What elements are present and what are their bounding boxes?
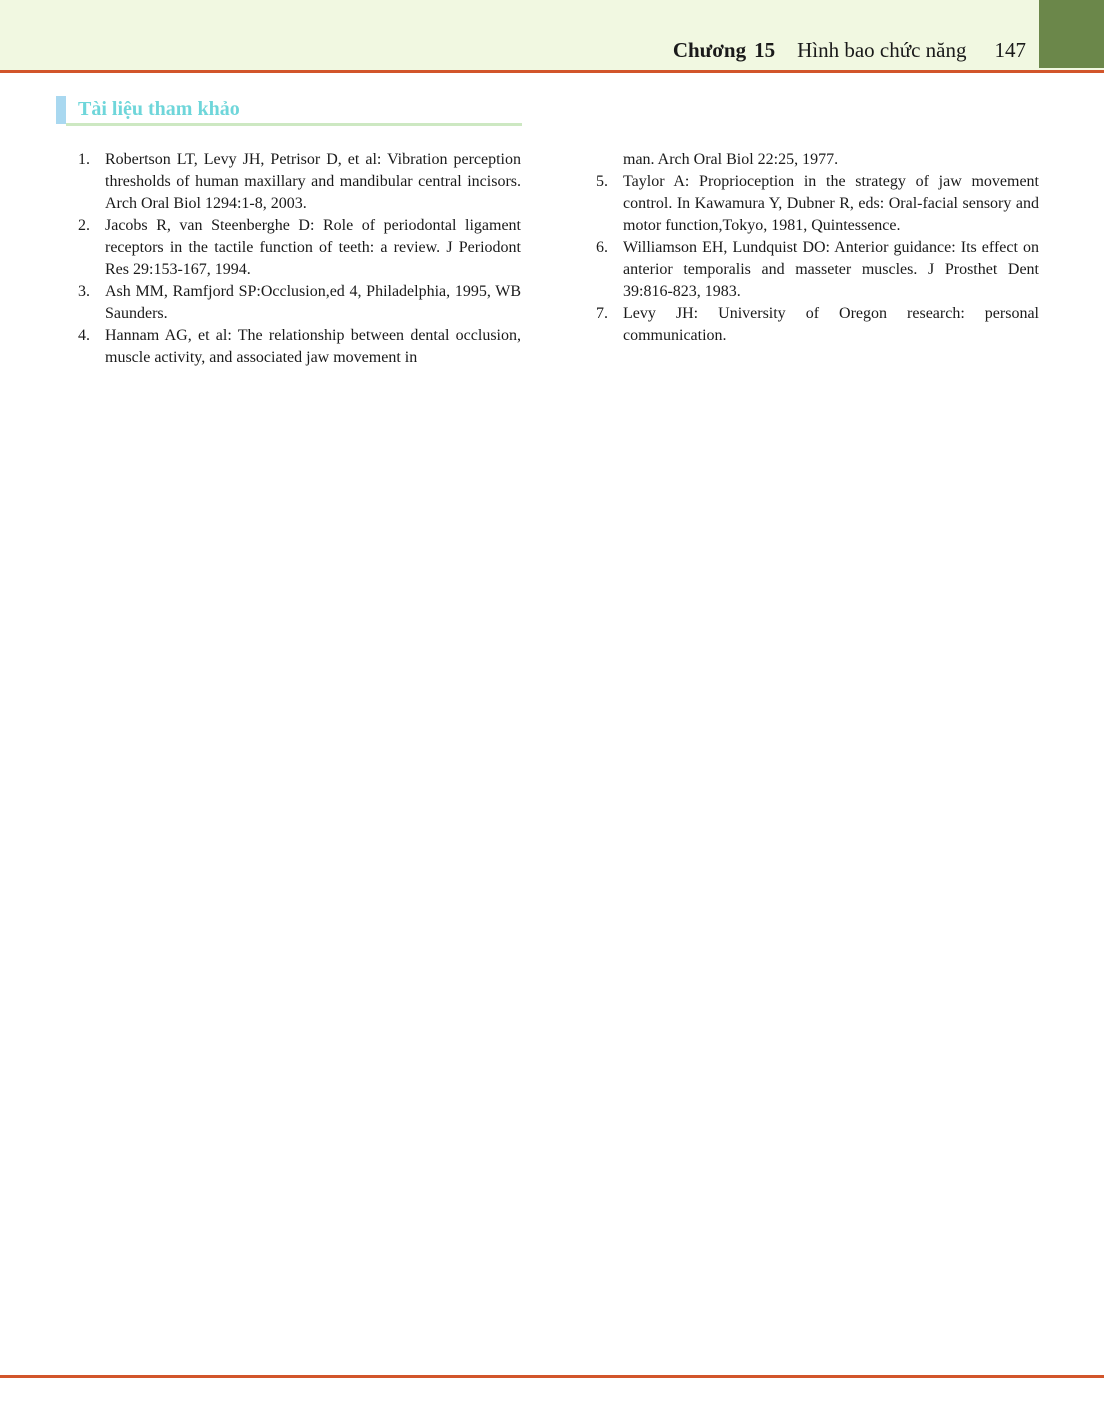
chapter-label: Chương — [672, 38, 747, 62]
reference-item — [596, 237, 1039, 303]
reference-number: 2. — [78, 217, 90, 234]
reference-item — [78, 149, 521, 215]
chapter-title: Hình bao chức năng — [797, 38, 967, 62]
references-right-column — [596, 149, 1039, 347]
reference-number: 3. — [78, 283, 90, 300]
reference-text: Robertson LT, Levy JH, Petrisor D, et al: Vibration perception thresholds of human maxillary and mandibular central incisors. Arch Oral Biol 1294:1-8, 2003. — [105, 151, 521, 212]
reference-text: Hannam AG, et al: The relationship between dental occlusion, muscle activity, and associated jaw movement in — [105, 327, 521, 366]
reference-text: Jacobs R, van Steenberghe D: Role of periodontal ligament receptors in the tactile function of teeth: a review. J Periodont Res 29:153-167, 1994. — [105, 217, 521, 278]
header-rule — [0, 70, 1104, 73]
reference-number: 1. — [78, 151, 90, 168]
section-heading — [56, 96, 522, 126]
section-title: Tài liệu tham khảo — [78, 98, 240, 120]
section-marker — [56, 96, 66, 124]
header-color-block — [1039, 0, 1104, 68]
reference-item — [78, 281, 521, 325]
running-head — [673, 36, 1026, 64]
reference-text: Ash MM, Ramfjord SP:Occlusion,ed 4, Philadelphia, 1995, WB Saunders. — [105, 283, 521, 322]
references-left-column — [78, 149, 521, 369]
page-header — [0, 0, 1104, 70]
reference-item — [596, 303, 1039, 347]
reference-continuation: man. Arch Oral Biol 22:25, 1977. — [623, 151, 839, 168]
reference-item — [78, 325, 521, 369]
reference-number: 5. — [596, 173, 608, 190]
reference-number: 6. — [596, 239, 608, 256]
reference-number: 4. — [78, 327, 90, 344]
reference-text: Taylor A: Proprioception in the strategy of jaw movement control. In Kawamura Y, Dubner R, eds: Oral-facial sensory and motor function,Tokyo, 1981, Quintessence. — [623, 173, 1039, 234]
reference-text: Williamson EH, Lundquist DO: Anterior guidance: Its effect on anterior temporalis and masseter muscles. J Prosthet Dent 39:816-823, 1983. — [623, 239, 1039, 300]
reference-item — [78, 215, 521, 281]
page-number: 147 — [994, 38, 1026, 62]
reference-text: Levy JH: University of Oregon research: personal communication. — [623, 305, 1039, 344]
chapter-number: 15 — [754, 38, 776, 62]
reference-item — [596, 171, 1039, 237]
reference-number: 7. — [596, 305, 608, 322]
footer-rule — [0, 1375, 1104, 1378]
section-underline — [66, 123, 522, 126]
